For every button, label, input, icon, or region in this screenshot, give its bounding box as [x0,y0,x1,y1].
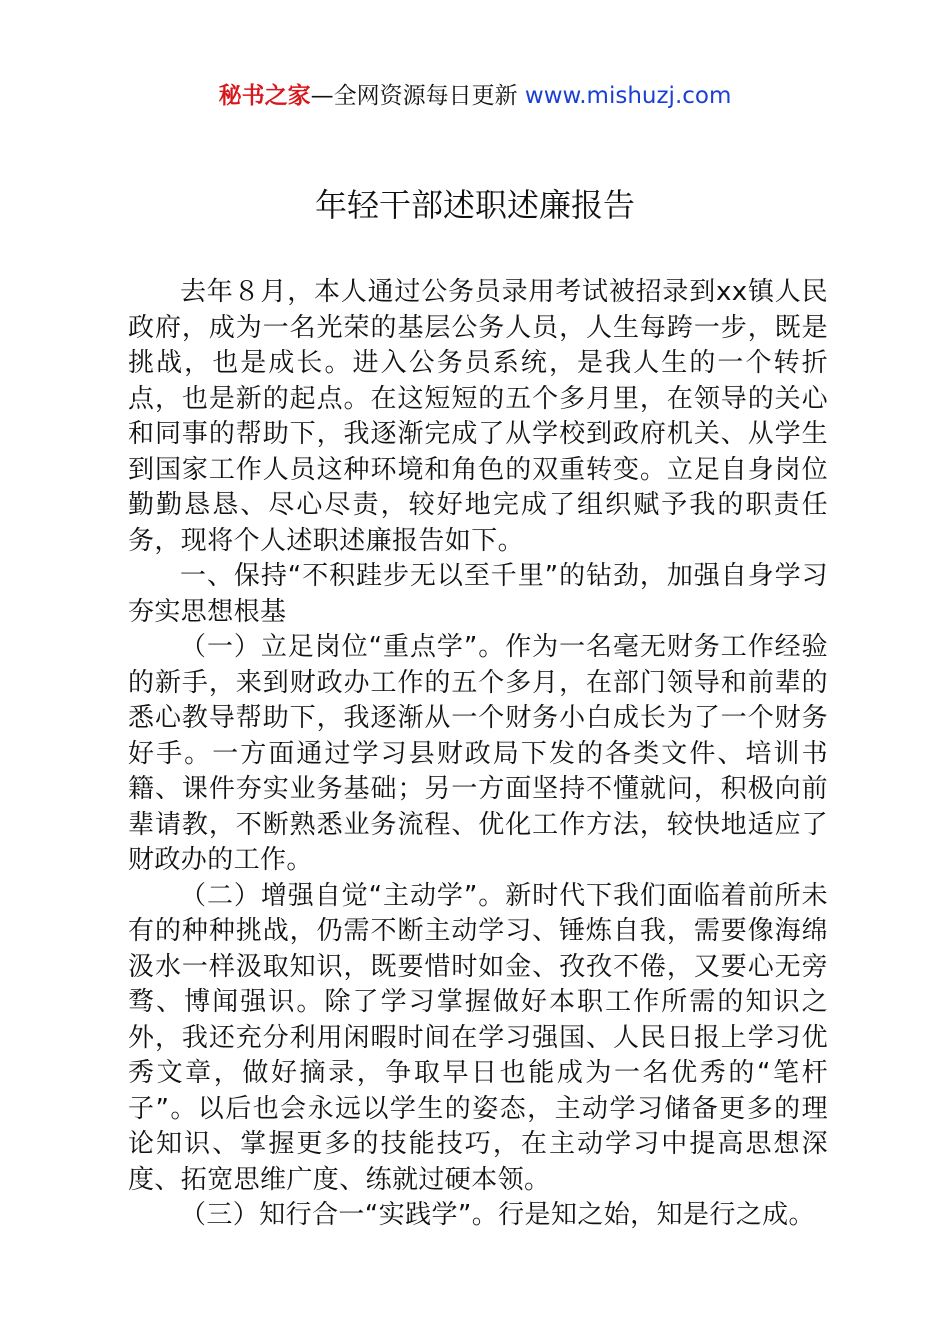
section-heading-1: 一、保持“不积跬步无以至千里”的钻劲，加强自身学习夯实思想根基 [128,561,828,627]
paragraph-subsection-2: （二）增强自觉“主动学”。新时代下我们面临着前所未有的种种挑战，仍需不断主动学习、锤炼自我，需要像海绵汲水一样汲取知识，既要惜时如金、孜孜不倦，又要心无旁骛、博闻强识。除了学习掌握做好本职工作所需的知识之外，我还充分利用闲暇时间在学习强国、人民日报上学习优秀文章，做好摘录，争取早日也能成为一名优秀的“笔杆子”。以后也会永远以学生的姿态，主动学习储备更多的理论知识、掌握更多的技能技巧，在主动学习中提高思想深度、拓宽思维广度、练就过硬本领。 [128,880,828,1195]
site-header [0,80,950,112]
site-url-link[interactable]: www.mishuzj.com [524,83,732,109]
site-tagline: —全网资源每日更新 [310,83,525,109]
paragraph-subsection-3: （三）知行合一“实践学”。行是知之始，知是行之成。 [180,1200,815,1230]
paragraph-intro: 去年８月，本人通过公务员录用考试被招录到xx镇人民政府，成为一名光荣的基层公务人员，人生每跨一步，既是挑战，也是成长。进入公务员系统，是我人生的一个转折点，也是新的起点。在这短短的五个多月里，在领导的关心和同事的帮助下，我逐渐完成了从学校到政府机关、从学生到国家工作人员这种环境和角色的双重转变。立足自身岗位勤勤恳恳、尽心尽责，较好地完成了组织赋予我的职责任务，现将个人述职述廉报告如下。 [128,277,828,556]
brand-name: 秘书之家 [218,83,311,109]
paragraph-subsection-1: （一）立足岗位“重点学”。作为一名毫无财务工作经验的新手，来到财政办工作的五个多月，在部门领导和前辈的悉心教导帮助下，我逐渐从一个财务小白成长为了一个财务好手。一方面通过学习县财政局下发的各类文件、培训书籍、课件夯实业务基础；另一方面坚持不懂就问，积极向前辈请教，不断熟悉业务流程、优化工作方法，较快地适应了财政办的工作。 [128,632,828,875]
document-title: 年轻干部述职述廉报告 [314,186,635,224]
document-body [128,275,828,1234]
